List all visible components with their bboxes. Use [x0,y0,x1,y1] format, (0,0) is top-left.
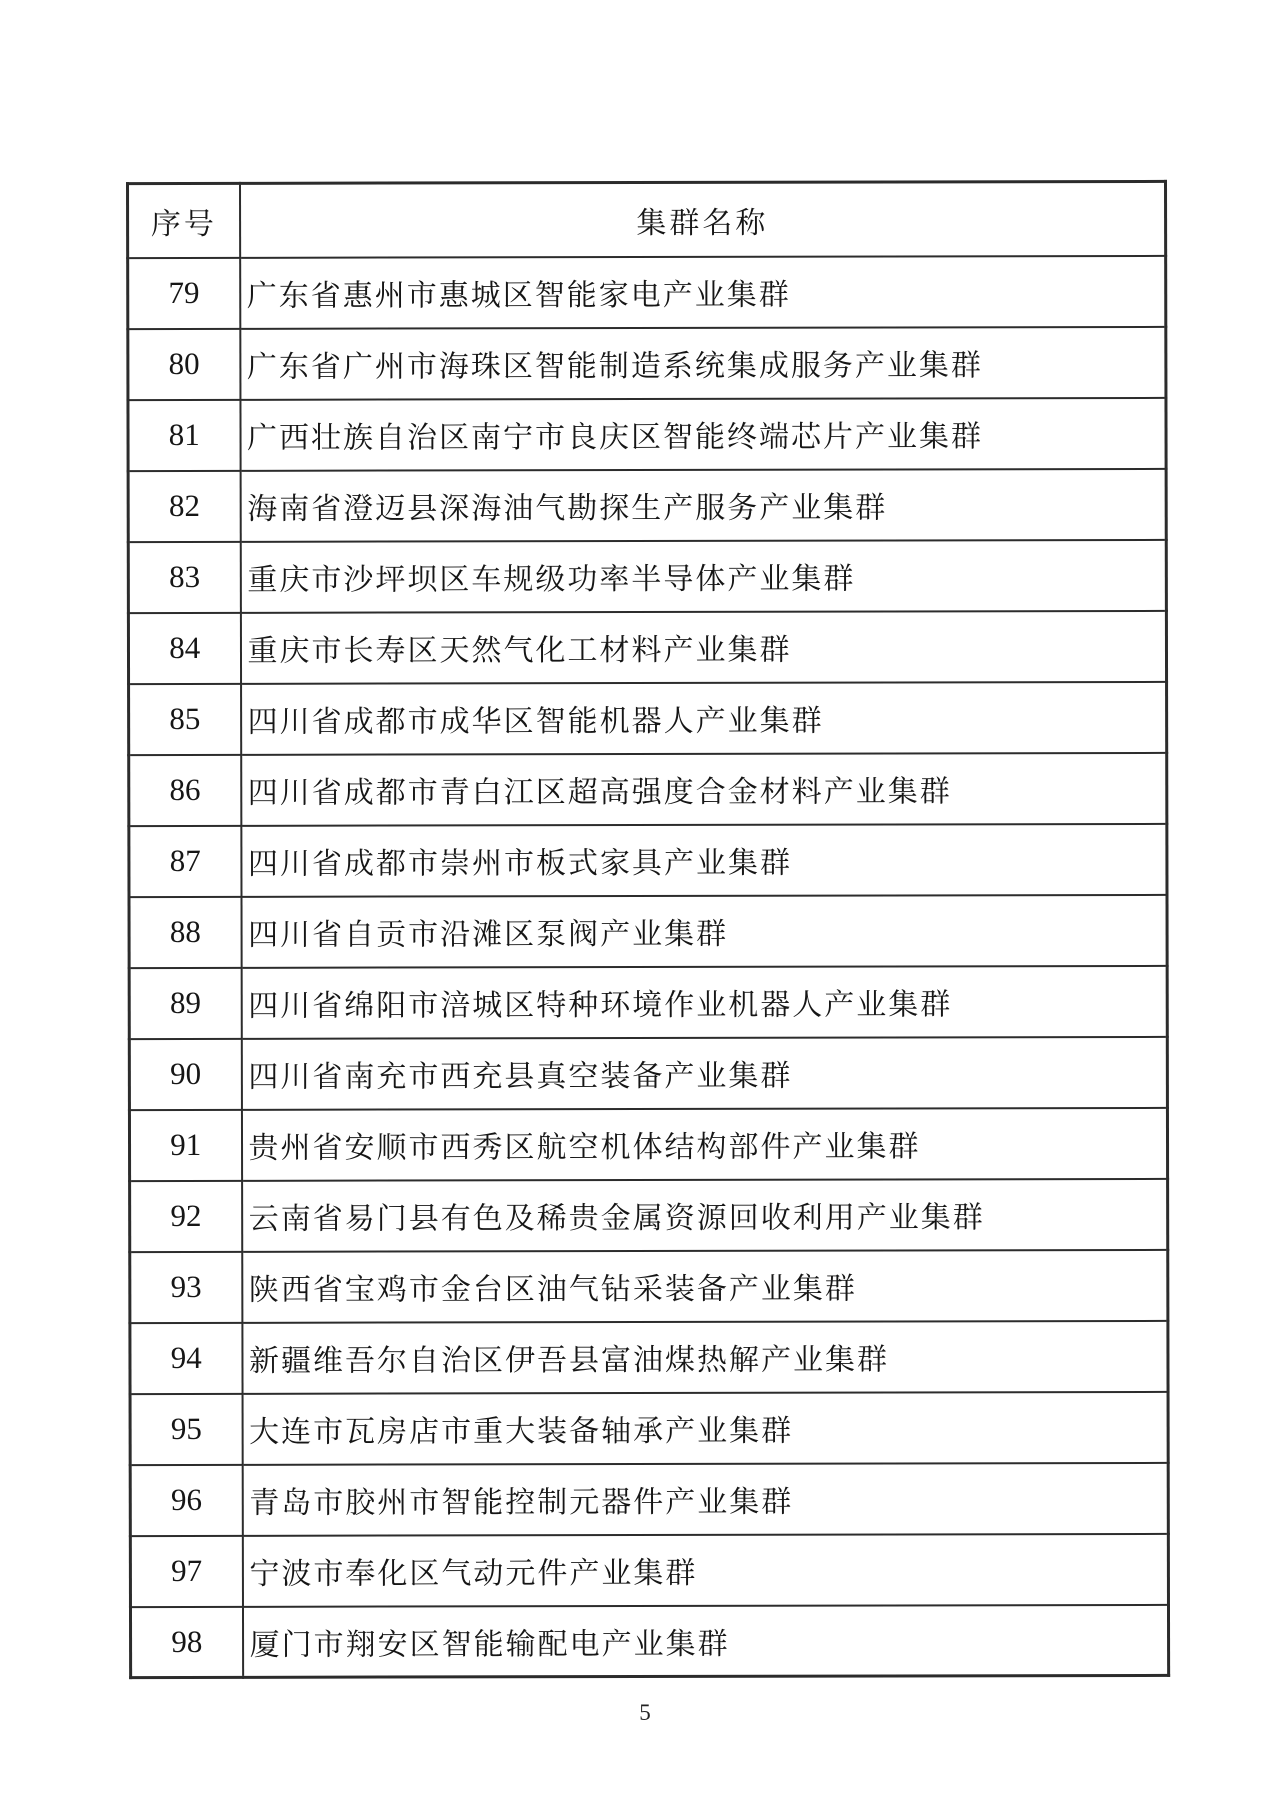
row-index: 93 [130,1251,242,1322]
row-index: 90 [129,1038,241,1109]
cluster-name: 重庆市沙坪坝区车规级功率半导体产业集群 [240,539,1166,612]
header-index: 序号 [128,183,240,257]
row-index: 92 [130,1180,242,1251]
table-row [129,681,1167,754]
cluster-name: 四川省绵阳市涪城区特种环境作业机器人产业集群 [241,965,1167,1038]
cluster-name: 厦门市翔安区智能输配电产业集群 [242,1604,1168,1677]
table-row [129,752,1167,825]
cluster-name: 重庆市长寿区天然气化工材料产业集群 [240,610,1166,683]
cluster-name: 四川省成都市青白江区超高强度合金材料产业集群 [241,752,1167,825]
table-row [129,965,1167,1038]
table-row [128,539,1166,612]
table-row [130,1533,1168,1606]
cluster-name: 四川省成都市崇州市板式家具产业集群 [241,823,1167,896]
row-index: 84 [128,612,240,683]
table-row [128,468,1166,541]
cluster-name: 广东省广州市海珠区智能制造系统集成服务产业集群 [240,326,1166,399]
cluster-table [126,180,1170,1679]
header-cluster-name: 集群名称 [240,181,1166,257]
cluster-name: 广东省惠州市惠城区智能家电产业集群 [240,255,1166,328]
table-row [128,326,1166,399]
table-row [129,823,1167,896]
row-index: 83 [128,541,240,612]
row-index: 95 [130,1393,242,1464]
row-index: 97 [130,1535,242,1606]
table-row [129,894,1167,967]
cluster-name: 广西壮族自治区南宁市良庆区智能终端芯片产业集群 [240,397,1166,470]
row-index: 82 [128,470,240,541]
cluster-name: 新疆维吾尔自治区伊吾县富油煤热解产业集群 [242,1320,1168,1393]
cluster-name: 宁波市奉化区气动元件产业集群 [242,1533,1168,1606]
row-index: 79 [128,257,240,328]
cluster-name: 大连市瓦房店市重大装备轴承产业集群 [242,1391,1168,1464]
table-row [129,1107,1167,1180]
row-index: 88 [129,896,241,967]
cluster-name: 海南省澄迈县深海油气勘探生产服务产业集群 [240,468,1166,541]
table-header-row [128,181,1166,257]
cluster-name: 四川省南充市西充县真空装备产业集群 [241,1036,1167,1109]
cluster-name: 四川省自贡市沿滩区泵阀产业集群 [241,894,1167,967]
row-index: 98 [130,1606,242,1677]
table-row [130,1320,1168,1393]
table-row [130,1391,1168,1464]
table-row [128,255,1166,328]
table-row [130,1249,1168,1322]
cluster-name: 陕西省宝鸡市金台区油气钻采装备产业集群 [242,1249,1168,1322]
row-index: 86 [129,754,241,825]
page-number: 5 [639,1700,651,1725]
table-row [128,397,1166,470]
table-row [130,1604,1168,1677]
row-index: 96 [130,1464,242,1535]
table-row [130,1462,1168,1535]
row-index: 81 [128,399,240,470]
row-index: 89 [129,967,241,1038]
row-index: 85 [129,683,241,754]
row-index: 87 [129,825,241,896]
row-index: 80 [128,328,240,399]
table-row [130,1178,1168,1251]
row-index: 94 [130,1322,242,1393]
table-row [128,610,1166,683]
cluster-name: 青岛市胶州市智能控制元器件产业集群 [242,1462,1168,1535]
cluster-name: 四川省成都市成华区智能机器人产业集群 [241,681,1167,754]
row-index: 91 [129,1109,241,1180]
table-row [129,1036,1167,1109]
cluster-name: 贵州省安顺市西秀区航空机体结构部件产业集群 [241,1107,1167,1180]
cluster-name: 云南省易门县有色及稀贵金属资源回收利用产业集群 [242,1178,1168,1251]
